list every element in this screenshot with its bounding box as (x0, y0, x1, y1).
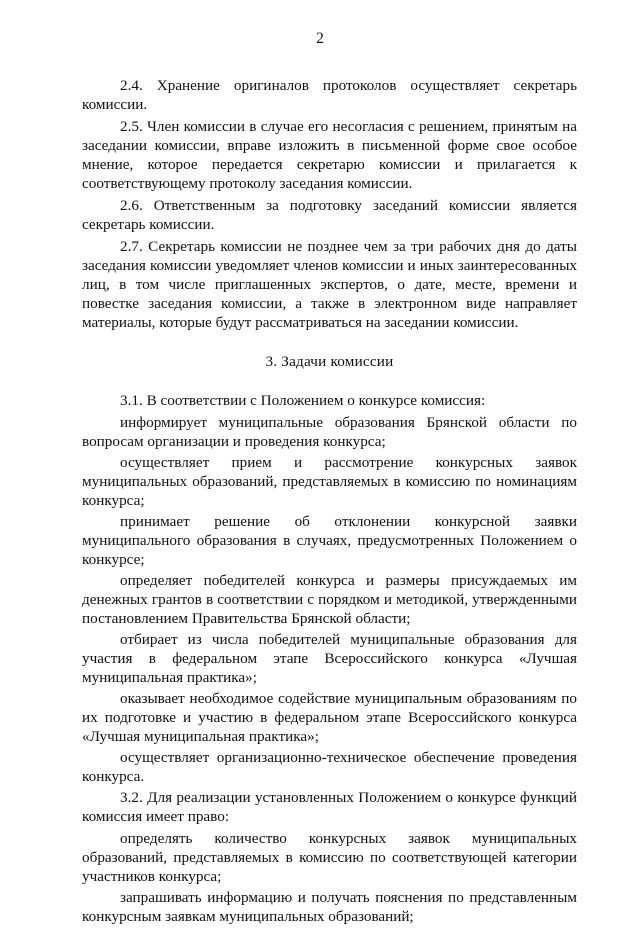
list-item: определяет победителей конкурса и размеры присуждаемых им денежных грантов в соответствии с порядком и методикой, утвержденными постановлением Правительства Брянской области; (82, 572, 577, 627)
paragraph-2-4: 2.4. Хранение оригиналов протоколов осуществляет секретарь комиссии. (82, 77, 577, 113)
list-item: отбирает из числа победителей муниципальные образования для участия в федеральном этапе Всероссийского конкурса «Лучшая муниципальная практика»; (82, 631, 577, 686)
list-item: принимает решение об отклонении конкурсной заявки муниципального образования в случаях, предусмотренных Положением о конкурсе; (82, 513, 577, 568)
page-number: 2 (316, 30, 324, 47)
list-item: осуществляет прием и рассмотрение конкурсных заявок муниципальных образований, представляемых в комиссию по номинациям конкурса; (82, 454, 577, 509)
section-heading-text: 3. Задачи комиссии (265, 353, 394, 370)
paragraph-3-2: 3.2. Для реализации установленных Положением о конкурсе функций комиссия имеет право: (82, 789, 577, 825)
paragraph-3-1: 3.1. В соответствии с Положением о конкурсе комиссия: (120, 392, 486, 409)
list-item: информирует муниципальные образования Брянской области по вопросам организации и проведения конкурса; (82, 414, 577, 450)
document-body (82, 76, 577, 928)
paragraph-2-5: 2.5. Член комиссии в случае его несогласия с решением, принятым на заседании комиссии, вправе изложить в письменной форме свое особое мнение, которое передается секретарю комиссии и прилагается к соответствующему протоколу заседания комиссии. (82, 118, 577, 192)
paragraph-2-7: 2.7. Секретарь комиссии не позднее чем за три рабочих дня до даты заседания комиссии уведомляет членов комиссии и иных заинтересованных лиц, в том числе приглашенных экспертов, о дате, месте, времени и повестке заседания комиссии, а также в электронном виде направляет материалы, которые будут рассматриваться на заседании комиссии. (82, 238, 577, 331)
paragraph-2-6: 2.6. Ответственным за подготовку заседаний комиссии является секретарь комиссии. (82, 197, 577, 233)
list-item: оказывает необходимое содействие муниципальным образованиям по их подготовке и участию в федеральном этапе Всероссийского конкурса «Лучшая муниципальная практика»; (82, 690, 577, 745)
list-item: запрашивать информацию и получать пояснения по представленным конкурсным заявкам муниципальных образований; (82, 889, 577, 925)
list-item: осуществляет организационно-техническое обеспечение проведения конкурса. (82, 749, 577, 785)
list-item: определять количество конкурсных заявок муниципальных образований, представляемых в комиссию по соответствующей категории участников конкурса; (82, 830, 577, 885)
section-heading (82, 352, 577, 371)
